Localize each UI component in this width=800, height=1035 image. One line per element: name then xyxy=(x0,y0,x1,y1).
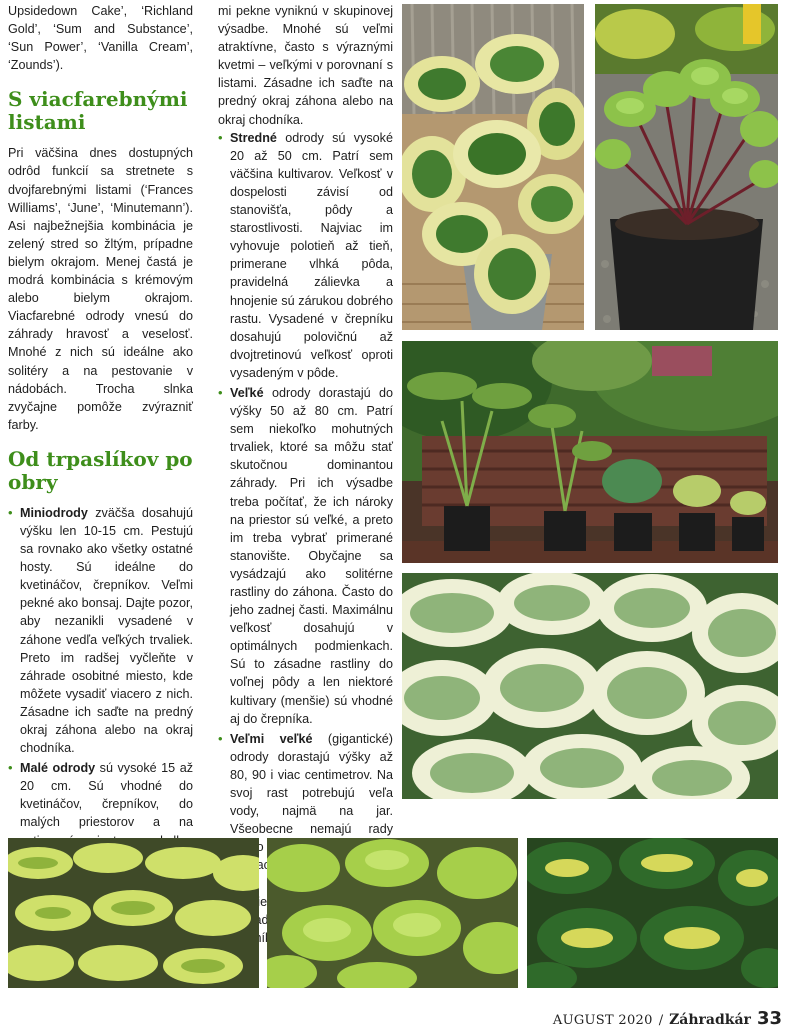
item-text-stredne: odrody sú vysoké 20 až 50 cm. Patrí sem väčšina kultivarov. Veľkosť v dospelosti závisí od stanovišťa, pôdy a starostlivosti. Najviac im vyhovuje polotieň až tieň, primerane vlhká pôda, pravidelná zálievka a hnojenie sú zárukou dobrého rastu. Vysadené v črepníku dosahujú polovičnú až dvojtretinovú veľkosť oproti vysadeným v pôde. xyxy=(230,130,393,380)
photo-variegated-hosta-pot xyxy=(402,4,584,330)
intro-tail-paragraph: Upsidedown Cake’, ‘Richland Gold’, ‘Sum and Substance’, ‘Sun Power’, ‘Vanilla Cream’, ‘Zounds’). xyxy=(8,4,193,73)
variegated-paragraph: Pri väčšina dnes dostupných odrôd funkcií sa stretnete s dvojfarebnými listami (‘Frances Williams’, ‘June’, ‘Minutemann’). Asi najbežnejšia kombinácia je zelený stred so žltým, prípadne bielym okrajom. Menej častá je modrá kombinácia s krémovým alebo bielym okrajom. Viacfarebné odrody vnesú do záhrady hravosť a veselosť. Mnohé z nich sú ideálne ako solitéry a na pestovanie v nádobách. Trocha slnka zvyčajne pomôže zvýrazniť farby. xyxy=(8,146,193,432)
item-head-stredne: Stredné xyxy=(230,130,277,145)
item-head-miniodrody: Miniodrody xyxy=(20,505,88,520)
continued-paragraph: mi pekne vyniknú v skupinovej výsadbe. Mnohé sú veľmi atraktívne, často s výraznými kvetmi – veľkými v porovnaní s listami. Zásadne ich saďte na predný okraj záhona alebo na okraj chodníka. xyxy=(218,4,393,127)
size-list-continued xyxy=(218,129,393,947)
photo-white-edged-hosta xyxy=(402,573,778,799)
page-number: 33 xyxy=(756,1008,782,1029)
item-text-male: sú vysoké 15 až 20 cm. Sú vhodné do kvetináčov, črepníkov, do malých priestorov a na xyxy=(20,761,193,830)
photo-yellow-center-hosta xyxy=(527,838,778,988)
page-footer xyxy=(553,1008,782,1029)
photo-red-stem-hosta xyxy=(595,4,778,330)
photo-yellow-hosta xyxy=(8,838,259,988)
photo-lime-hosta xyxy=(267,838,518,988)
item-text-miniodrody: zväčša dosahujú výšku len 10-15 cm. Pestujú sa rovnako ako všetky ostatné hosty. Sú ideálne do kvetináčov, črepníkov. Veľmi pekné ako bonsaj. Dajte pozor, aby nezanikli vysadené v záhone vedľa veľkých trvaliek. Preto im radšej vyčleňte v záhrade osobitné miesto, kde môžete vysadiť viacero z nich. Zásadne ich saďte na predný okraj záhona alebo na okraj chodníka. xyxy=(20,505,193,756)
item-head-velmi-velke: Veľmi veľké xyxy=(230,731,313,746)
list-item-velke xyxy=(218,384,393,728)
text-column-middle xyxy=(218,2,393,949)
size-list xyxy=(8,504,193,886)
magazine-name: Záhradkár xyxy=(669,1012,751,1028)
list-item-stredne xyxy=(218,129,393,382)
photo-hostas-on-bench xyxy=(402,341,778,563)
footer-separator: / xyxy=(658,1013,664,1028)
text-column-left xyxy=(8,2,193,888)
issue-date: AUGUST 2020 xyxy=(552,1013,653,1028)
heading-sizes: Od trpaslíkov po obry xyxy=(8,446,193,494)
item-text-velke: odrody dorastajú do výšky 50 až 80 cm. Patrí sem niekoľko mohutných trvaliek, ktoré sa môžu stať skutočnou dominantou záhrady. Pri ich výsadbe treba počítať, že ich nároky na priestor sú veľké, a preto im treba vybrať primerané stanovište. Obyčajne sa vysádzajú ako solitérne rastliny do záhona. Často do jeho zadnej časti. Maximálnu veľkosť dosahujú v optimálnych podmienkach. Sú to zásadne rastliny do voľnej pôdy a len niektoré kultivary (menšie) sú vhodné aj do črepníka. xyxy=(230,385,393,726)
item-head-male: Malé odrody xyxy=(20,761,96,776)
list-item-miniodrody xyxy=(8,504,193,757)
item-head-velke: Veľké xyxy=(230,385,264,400)
heading-variegated: S viacfarebnými listami xyxy=(8,87,188,135)
item-text-velmi-velke: (gigantické) odrody dorastajú výšky až 80, 90 i viac centimetrov. Na svoj rast potrebujú veľa vody, najmä na jar. Všeobecne nemajú rady mesiacoch. xyxy=(230,731,393,873)
